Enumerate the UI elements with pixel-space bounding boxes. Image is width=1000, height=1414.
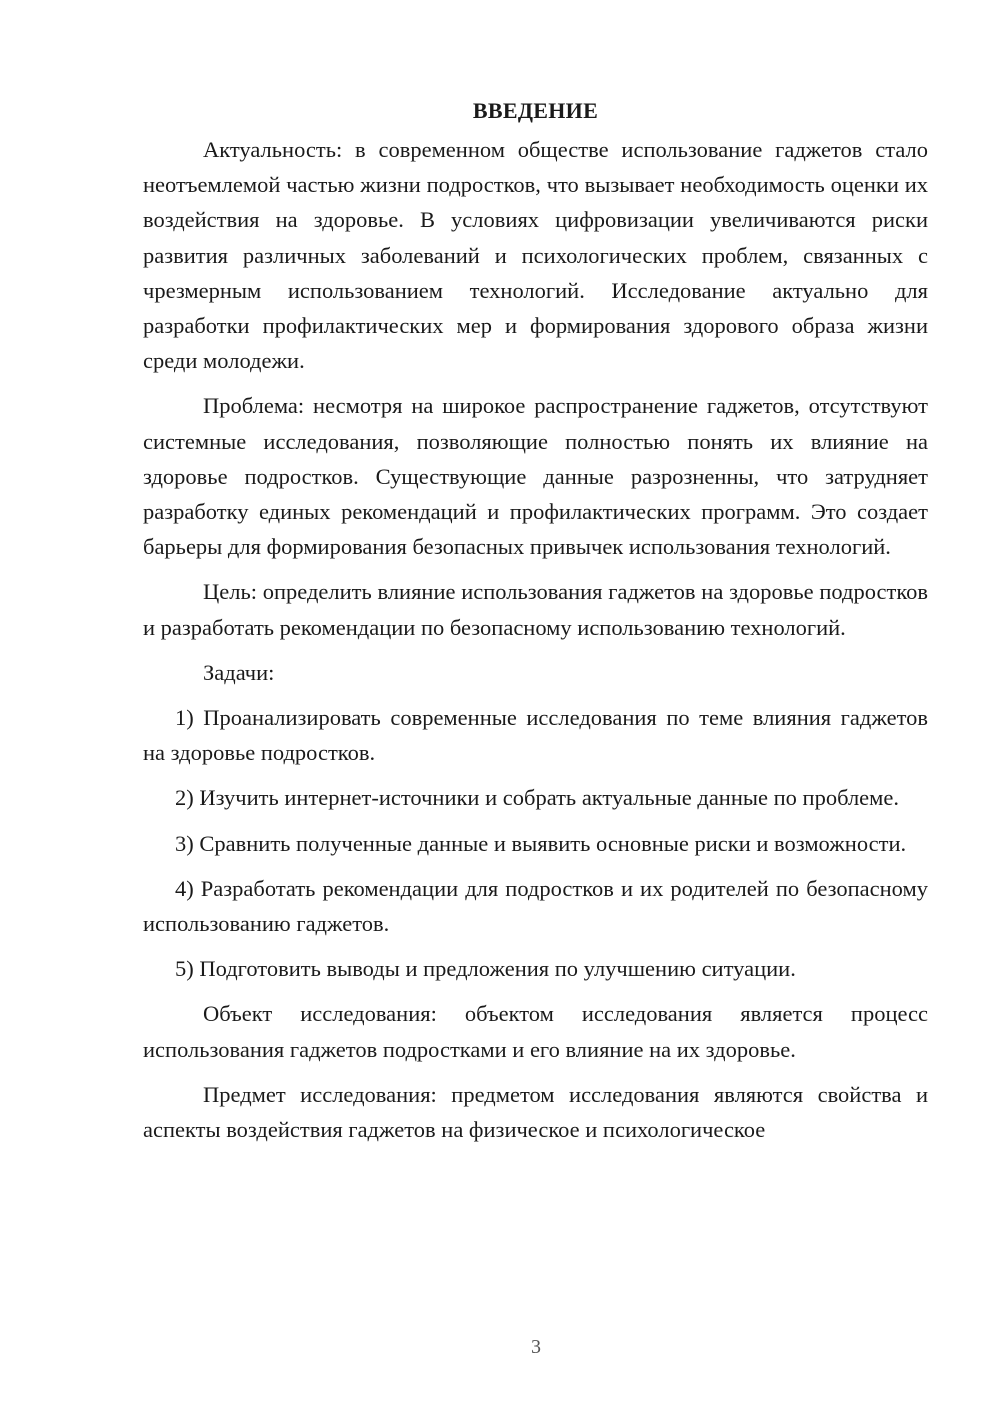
subject-paragraph: Предмет исследования: предметом исследования являются свойства и аспекты воздействия гаджетов на физическое и психологическое bbox=[143, 1081, 928, 1143]
problem-paragraph: Проблема: несмотря на широкое распространение гаджетов, отсутствуют системные исследования, позволяющие полностью понять их влияние на здоровье подростков. Существующие данные разрозненны, что затрудняет разработку единых рекомендаций и профилактических программ. Это создает барьеры для формирования безопасных привычек использования технологий. bbox=[143, 393, 928, 560]
task-item: 1) Проанализировать современные исследования по теме влияния гаджетов на здоровье подростков. bbox=[143, 705, 928, 766]
object-paragraph: Объект исследования: объектом исследования является процесс использования гаджетов подростками и его влияние на их здоровье. bbox=[143, 1001, 928, 1062]
page-number: 3 bbox=[531, 1336, 541, 1358]
task-item: 3) Сравнить полученные данные и выявить основные риски и возможности. bbox=[175, 830, 907, 856]
page-title: ВВЕДЕНИЕ bbox=[472, 98, 599, 123]
tasks-heading: Задачи: bbox=[203, 659, 275, 685]
relevance-paragraph: Актуальность: в современном обществе использование гаджетов стало неотъемлемой частью жизни подростков, что вызывает необходимость оценки их воздействия на здоровье. В условиях цифровизации увеличиваются риски развития различных заболеваний и психологических проблем, связанных с чрезмерным использованием технологий. Исследование актуально для разработки профилактических мер и формирования здорового образа жизни среди молодежи. bbox=[143, 137, 928, 374]
goal-paragraph: Цель: определить влияние использования гаджетов на здоровье подростков и разработать рекомендации по безопасному использованию технологий. bbox=[143, 579, 928, 640]
task-item: 4) Разработать рекомендации для подростков и их родителей по безопасному использованию гаджетов. bbox=[143, 875, 928, 937]
task-item: 5) Подготовить выводы и предложения по улучшению ситуации. bbox=[175, 956, 796, 982]
task-item: 2) Изучить интернет-источники и собрать актуальные данные по проблеме. bbox=[175, 785, 900, 811]
document-page bbox=[143, 96, 928, 1147]
